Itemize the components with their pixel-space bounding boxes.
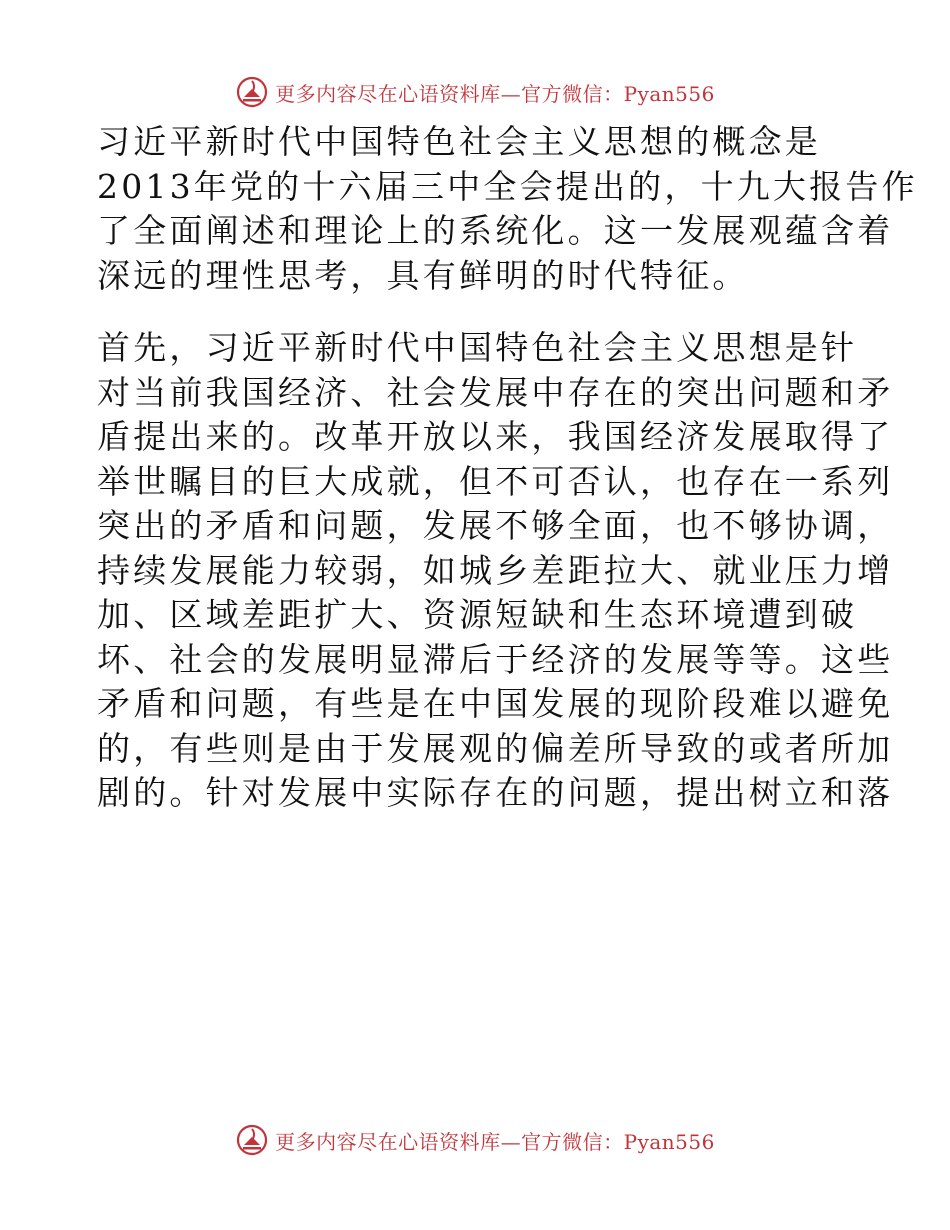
- document-body: [97, 120, 918, 816]
- text-line: 的，有些则是由于发展观的偏差所导致的或者所加: [97, 728, 894, 768]
- book-feather-logo-icon: [235, 75, 269, 109]
- text-line: 举世瞩目的巨大成就，但不可否认，也存在一系列: [97, 461, 894, 501]
- text-line: 矛盾和问题，有些是在中国发展的现阶段难以避免: [97, 684, 894, 723]
- text-line: 深远的理性思考，具有鲜明的时代特征。: [97, 255, 749, 295]
- watermark-text: 更多内容尽在心语资料库—官方微信：Pyan556: [275, 1129, 715, 1154]
- paragraph-2: [97, 326, 894, 816]
- text-line: 对当前我国经济、社会发展中存在的突出问题和矛: [97, 372, 894, 412]
- text-line: 加、区域差距扩大、资源短缺和生态环境遭到破: [97, 595, 858, 634]
- text-line: 持续发展能力较弱，如城乡差距拉大、就业压力增: [97, 550, 894, 590]
- paragraph-1: [97, 120, 918, 298]
- text-line: 坏、社会的发展明显滞后于经济的发展等等。这些: [97, 639, 894, 679]
- text-line: 剧的。针对发展中实际存在的问题，提出树立和落: [97, 773, 894, 812]
- book-feather-logo-icon: [235, 1123, 269, 1157]
- footer-watermark: [0, 1120, 950, 1160]
- text-line: 习近平新时代中国特色社会主义思想的概念是: [97, 122, 821, 161]
- text-line: 2013年党的十六届三中全会提出的，十九大报告作: [97, 166, 918, 206]
- text-line: 了全面阐述和理论上的系统化。这一发展观蕴含着: [97, 211, 894, 250]
- text-line: 首先，习近平新时代中国特色社会主义思想是针: [97, 328, 858, 367]
- text-line: 突出的矛盾和问题，发展不够全面，也不够协调，: [97, 506, 894, 545]
- header-watermark: [0, 72, 950, 112]
- text-line: 盾提出来的。改革开放以来，我国经济发展取得了: [97, 417, 894, 456]
- watermark-text: 更多内容尽在心语资料库—官方微信：Pyan556: [275, 81, 715, 106]
